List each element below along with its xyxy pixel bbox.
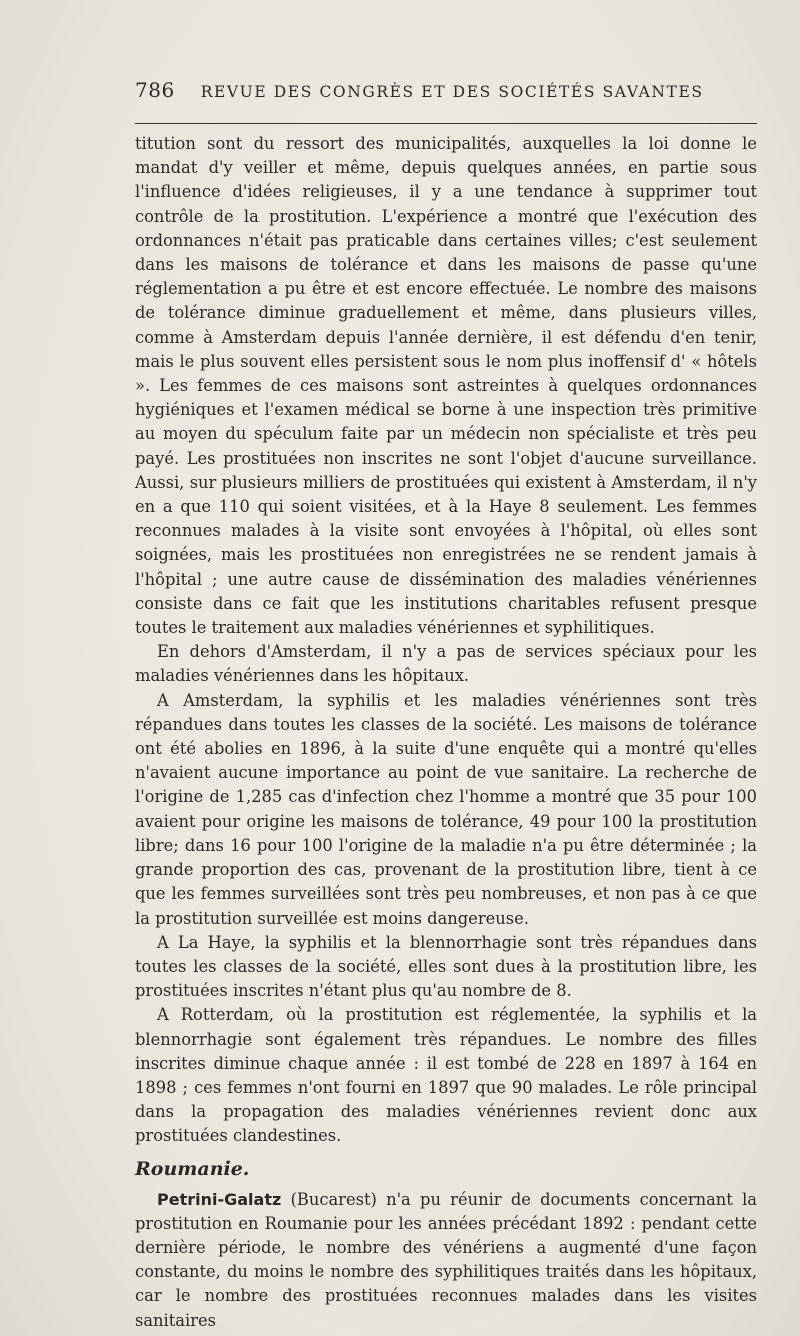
paragraph: A Rotterdam, où la prostitution est réglementée, la syphilis et la blennorrhagie sont également très répandues. Le nombre des filles inscrites diminue chaque année : il est tombé de 228 en 1897 à 164 en 1898 ; ces femmes n'ont fourni en 1897 que 90 malades. Le rôle principal dans la propagation des maladies vénériennes revient donc aux prostituées clandestines. <box>135 1005 757 1146</box>
body-text <box>135 132 757 1333</box>
section-heading: Roumanie. <box>135 1157 250 1180</box>
section-paragraph <box>135 1188 757 1333</box>
paragraph: En dehors d'Amsterdam, il n'y a pas de services spéciaux pour les maladies vénériennes dans les hôpitaux. <box>135 642 757 686</box>
author-name: Petrini-Galatz <box>157 1189 282 1209</box>
page-header <box>135 78 757 102</box>
page-number: 786 <box>135 78 175 102</box>
paragraph: titution sont du ressort des municipalités, auxquelles la loi donne le mandat d'y veiller et même, depuis quelques années, en partie sous l'influence d'idées religieuses, il y a une tendance à supprimer tout contrôle de la prostitution. L'expérience a montré que l'exécution des ordonnances n'était pas praticable dans certaines villes; c'est seulement dans les maisons de tolérance et dans les maisons de passe qu'une réglementation a pu être et est encore effectuée. Le nombre des maisons de tolérance diminue graduellement et même, dans plusieurs villes, comme à Amsterdam depuis l'année dernière, il est défendu d'en tenir, mais le plus souvent elles persistent sous le nom plus inoffensif d' « hôtels ». Les femmes de ces maisons sont astreintes à quelques ordonnances hygiéniques et l'examen médical se borne à une inspection très primitive au moyen du spéculum faite par un médecin non spécialiste et très peu payé. Les prostituées non inscrites ne sont l'objet d'aucune surveillance. Aussi, sur plusieurs milliers de prostituées qui existent à Amsterdam, il n'y en a que 110 qui soient visitées, et à la Haye 8 seulement. Les femmes reconnues malades à la visite sont envoyées à l'hôpital, où elles sont soignées, mais les prostituées non enregistrées ne se rendent jamais à l'hôpital ; une autre cause de dissémination des maladies vénériennes consiste dans ce fait que les institutions charitables refusent presque toutes le traitement aux maladies vénériennes et syphilitiques. <box>135 134 757 638</box>
header-divider <box>135 123 757 124</box>
paragraph: A La Haye, la syphilis et la blennorrhagie sont très répandues dans toutes les classes de la société, elles sont dues à la prostitution libre, les prostituées inscrites n'étant plus qu'au nombre de 8. <box>135 932 757 1001</box>
section-paragraph-text: (Bucarest) n'a pu réunir de documents concernant la prostitution en Roumanie pour les années précédant 1892 : pendant cette dernière période, le nombre des vénériens a augmenté d'une façon constante, du moins le nombre des syphilitiques traités dans les hôpitaux, car le nombre des prostituées reconnues malades dans les visites sanitaires <box>135 1189 757 1330</box>
running-title: REVUE DES CONGRÈS ET DES SOCIÉTÉS SAVANTES <box>200 83 704 101</box>
paragraph: A Amsterdam, la syphilis et les maladies vénériennes sont très répandues dans toutes les classes de la société. Les maisons de tolérance ont été abolies en 1896, à la suite d'une enquête qui a montré qu'elles n'avaient aucune importance au point de vue sanitaire. La recherche de l'origine de 1,285 cas d'infection chez l'homme a montré que 35 pour 100 avaient pour origine les maisons de tolérance, 49 pour 100 la prostitution libre; dans 16 pour 100 l'origine de la maladie n'a pu être déterminée ; la grande proportion des cas, provenant de la prostitution libre, tient à ce que les femmes surveillées sont très peu nombreuses, et non pas à ce que la prostitution surveillée est moins dangereuse. <box>135 690 757 928</box>
